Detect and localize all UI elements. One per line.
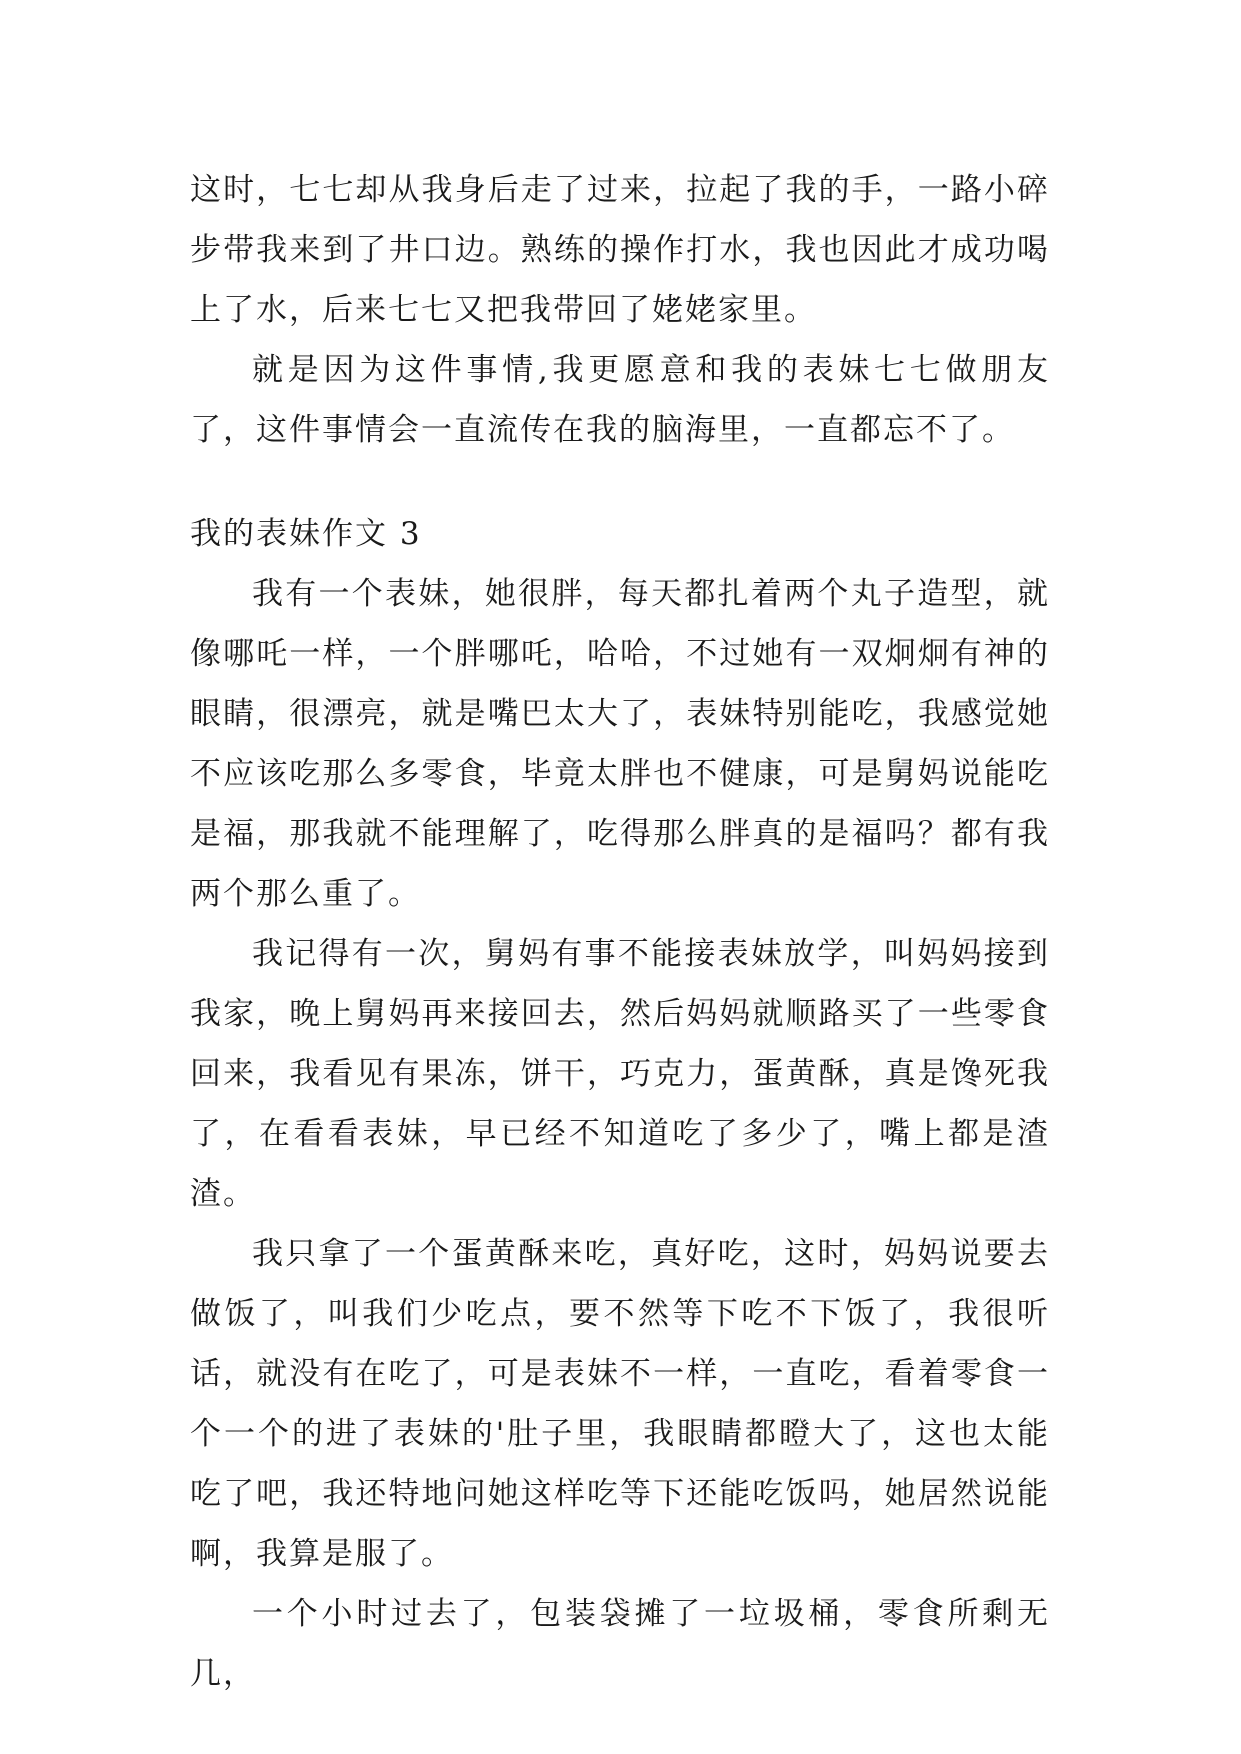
document-body [190,160,1050,1704]
paragraph-intro-1: 这时，七七却从我身后走了过来，拉起了我的手，一路小碎步带我来到了井口边。熟练的操作打水，我也因此才成功喝上了水，后来七七又把我带回了姥姥家里。 [190,172,1050,328]
paragraph-intro-2: 就是因为这件事情,我更愿意和我的表妹七七做朋友了，这件事情会一直流传在我的脑海里，一直都忘不了。 [190,352,1050,448]
paragraph-section-3: 我只拿了一个蛋黄酥来吃，真好吃，这时，妈妈说要去做饭了，叫我们少吃点，要不然等下吃不下饭了，我很听话，就没有在吃了，可是表妹不一样，一直吃，看着零食一个一个的进了表妹的'肚子里，我眼睛都瞪大了，这也太能吃了吧，我还特地问她这样吃等下还能吃饭吗，她居然说能啊，我算是服了。 [190,1236,1050,1572]
paragraph-section-1: 我有一个表妹，她很胖，每天都扎着两个丸子造型，就像哪吒一样，一个胖哪吒，哈哈，不过她有一双炯炯有神的眼睛，很漂亮，就是嘴巴太大了，表妹特别能吃，我感觉她不应该吃那么多零食，毕竟太胖也不健康，可是舅妈说能吃是福，那我就不能理解了，吃得那么胖真的是福吗？都有我两个那么重了。 [190,576,1050,912]
paragraph-section-4: 一个小时过去了，包装袋摊了一垃圾桶，零食所剩无几， [190,1596,1050,1692]
section-title: 我的表妹作文 3 [190,516,422,552]
paragraph-section-2: 我记得有一次，舅妈有事不能接表妹放学，叫妈妈接到我家，晚上舅妈再来接回去，然后妈妈就顺路买了一些零食回来，我看见有果冻，饼干，巧克力，蛋黄酥，真是馋死我了，在看看表妹，早已经不知道吃了多少了，嘴上都是渣渣。 [190,936,1050,1212]
